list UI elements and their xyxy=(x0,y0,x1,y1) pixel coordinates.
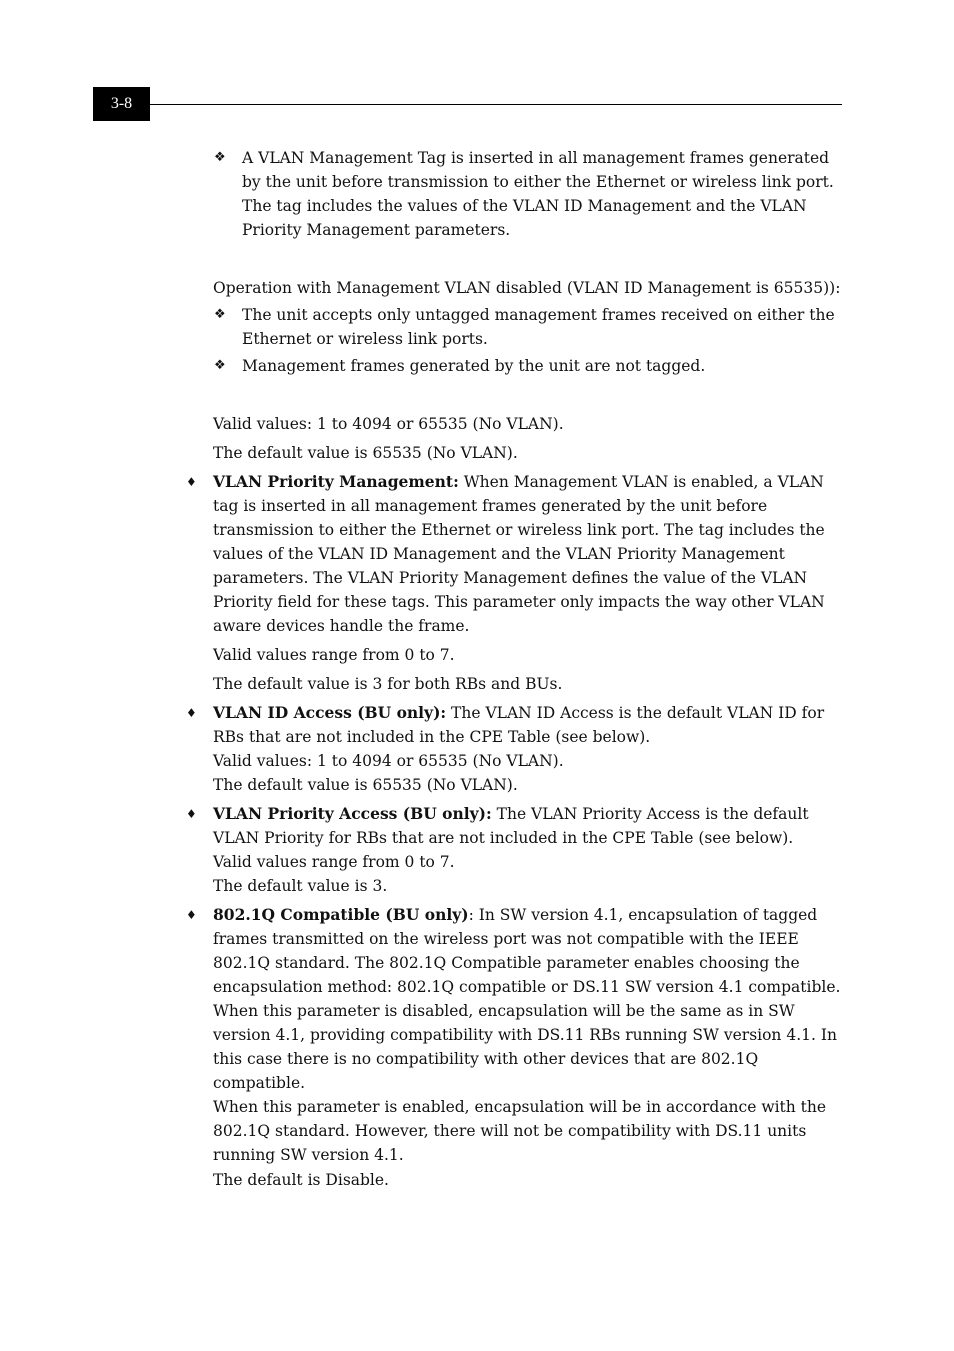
param-vlan-priority-management xyxy=(213,470,843,638)
param-valid-values: Valid values: 1 to 4094 or 65535 (No VLAN). xyxy=(213,752,564,770)
param-default-value: The default value is 3 for both RBs and BUs. xyxy=(213,675,563,693)
intro-bullet-text: A VLAN Management Tag is inserted in all management frames generated by the unit before transmission to either the Ethernet or wireless link port. The tag includes the values of the VLAN ID Management and the VLAN Priority Management parameters. xyxy=(242,149,834,239)
param-description: : In SW version 4.1, encapsulation of tagged frames transmitted on the wireless port was not compatible with the IEEE 802.1Q standard. The 802.1Q Compatible parameter enables choosing the encapsulation method: 802.1Q compatible or DS.11 SW version 4.1 compatible. xyxy=(213,906,841,996)
disabled-heading: Operation with Management VLAN disabled (VLAN ID Management is 65535)): xyxy=(213,279,841,297)
header-rule xyxy=(150,104,842,105)
mgmt-default-value: The default value is 65535 (No VLAN). xyxy=(213,444,518,462)
param-vlan-id-access xyxy=(213,701,843,797)
param-description: The VLAN Priority Access is the default VLAN Priority for RBs that are not included in the CPE Table (see below). xyxy=(213,805,809,847)
page-number: 3-8 xyxy=(93,87,150,121)
param-8021q-compatible xyxy=(213,903,843,1192)
param-description: The VLAN ID Access is the default VLAN ID for RBs that are not included in the CPE Table (see below). xyxy=(213,704,825,746)
mgmt-valid-values: Valid values: 1 to 4094 or 65535 (No VLAN). xyxy=(213,415,564,433)
param-enabled-note: When this parameter is enabled, encapsulation will be in accordance with the 802.1Q standard. However, there will not be compatibility with DS.11 units running SW version 4.1. xyxy=(213,1098,827,1164)
param-disabled-note: When this parameter is disabled, encapsulation will be the same as in SW version 4.1, providing compatibility with DS.11 RBs running SW version 4.1. In this case there is no compatibility with other devices that are 802.1Q compatible. xyxy=(213,1002,837,1092)
param-name: 802.1Q Compatible (BU only) xyxy=(213,905,469,924)
param-default-value: The default value is 3. xyxy=(213,877,388,895)
param-text xyxy=(213,701,843,749)
sub-bullet-icon: ❖ xyxy=(214,358,226,373)
disabled-bullet-text: Management frames generated by the unit are not tagged. xyxy=(242,357,706,375)
param-valid-values: Valid values range from 0 to 7. xyxy=(213,646,455,664)
param-vlan-priority-access xyxy=(213,802,843,898)
param-valid-values: Valid values range from 0 to 7. xyxy=(213,853,455,871)
param-name: VLAN Priority Access (BU only): xyxy=(213,804,492,823)
bullet-icon: ♦ xyxy=(186,807,197,821)
param-default-value: The default is Disable. xyxy=(213,1171,389,1189)
bullet-icon: ♦ xyxy=(186,475,197,489)
param-description: When Management VLAN is enabled, a VLAN tag is inserted in all management frames generated by the unit before transmission to either the Ethernet or wireless link port. The tag includes the values of the VLAN ID Management and the VLAN Priority Management parameters. The VLAN Priority Management defines the value of the VLAN Priority field for these tags. This parameter only impacts the way other VLAN aware devices handle the frame. xyxy=(213,473,825,635)
sub-bullet-icon: ❖ xyxy=(214,307,226,322)
bullet-icon: ♦ xyxy=(186,908,197,922)
param-name: VLAN Priority Management: xyxy=(213,472,459,491)
param-text xyxy=(213,802,843,850)
bullet-icon: ♦ xyxy=(186,706,197,720)
param-name: VLAN ID Access (BU only): xyxy=(213,703,447,722)
disabled-bullet-text: The unit accepts only untagged management frames received on either the Ethernet or wireless link ports. xyxy=(242,306,835,348)
param-default-value: The default value is 65535 (No VLAN). xyxy=(213,776,518,794)
param-text xyxy=(213,903,843,999)
sub-bullet-icon: ❖ xyxy=(214,150,226,165)
